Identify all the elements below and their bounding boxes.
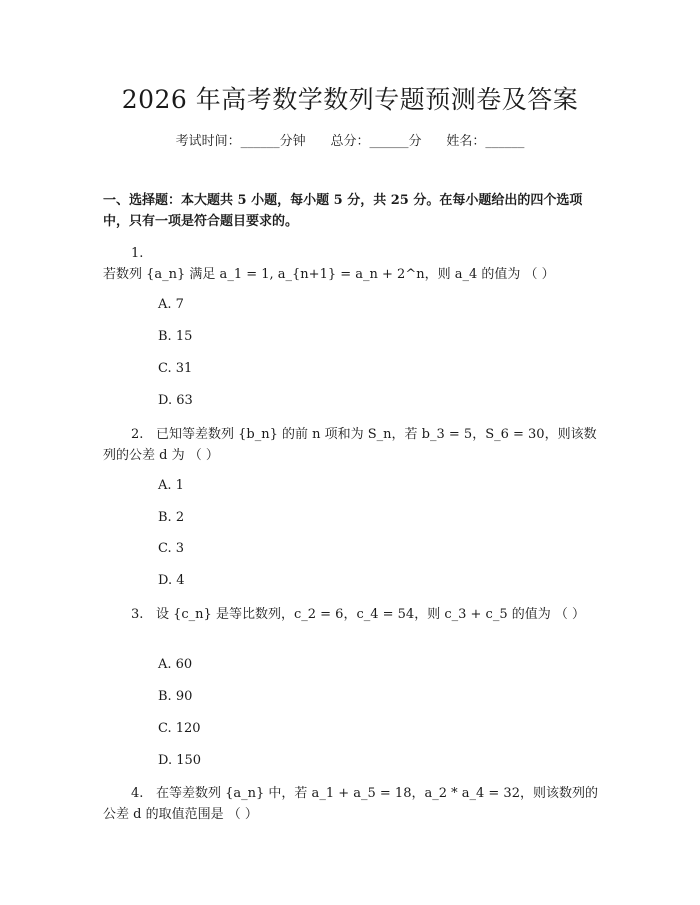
question-text: 已知等差数列 {b_n} 的前 n 项和为 S_n，若 b_3 = 5，S_6 = 30，则该数列的公差 d 为 （ ） <box>103 427 597 463</box>
question-text: 在等差数列 {a_n} 中，若 a_1 + a_5 = 18，a_2 * a_4 = 32，则该数列的公差 d 的取值范围是 （ ） <box>103 786 598 822</box>
question-number: 2. <box>131 427 144 442</box>
question-number: 4. <box>131 786 144 801</box>
score-label: 总分： <box>330 134 370 149</box>
question-number: 1. <box>131 246 144 261</box>
time-blank: ______ <box>240 134 280 149</box>
question-2 <box>103 424 603 466</box>
exam-meta <box>0 130 700 149</box>
option-a: A. 1 <box>158 478 184 493</box>
option-c: C. 120 <box>158 721 201 736</box>
score-blank: ______ <box>369 134 409 149</box>
page-title: 2026 年高考数学数列专题预测卷及答案 <box>121 85 579 114</box>
option-d: D. 63 <box>158 393 193 408</box>
option-b: B. 2 <box>158 510 185 525</box>
question-number: 3. <box>131 607 144 622</box>
option-d: D. 4 <box>158 573 185 588</box>
question-1 <box>103 243 603 285</box>
option-b: B. 90 <box>158 689 193 704</box>
option-a: A. 7 <box>158 297 184 312</box>
time-unit: 分钟 <box>279 134 306 149</box>
option-c: C. 3 <box>158 541 185 556</box>
question-3 <box>103 604 603 625</box>
option-b: B. 15 <box>158 329 193 344</box>
question-4 <box>103 783 603 825</box>
name-label: 姓名： <box>446 134 486 149</box>
question-text: 若数列 {a_n} 满足 a_1 = 1, a_{n+1} = a_n + 2^n，则 a_4 的值为 （ ） <box>103 267 555 282</box>
question-text: 设 {c_n} 是等比数列，c_2 = 6，c_4 = 54，则 c_3 + c_5 的值为 （ ） <box>156 607 585 622</box>
score-unit: 分 <box>408 134 422 149</box>
name-blank: ______ <box>485 134 525 149</box>
option-c: C. 31 <box>158 361 193 376</box>
option-a: A. 60 <box>158 657 193 672</box>
option-d: D. 150 <box>158 753 202 768</box>
section-heading: 一、选择题：本大题共 5 小题，每小题 5 分，共 25 分。在每小题给出的四个选项中，只有一项是符合题目要求的。 <box>103 193 583 229</box>
time-label: 考试时间： <box>175 134 241 149</box>
